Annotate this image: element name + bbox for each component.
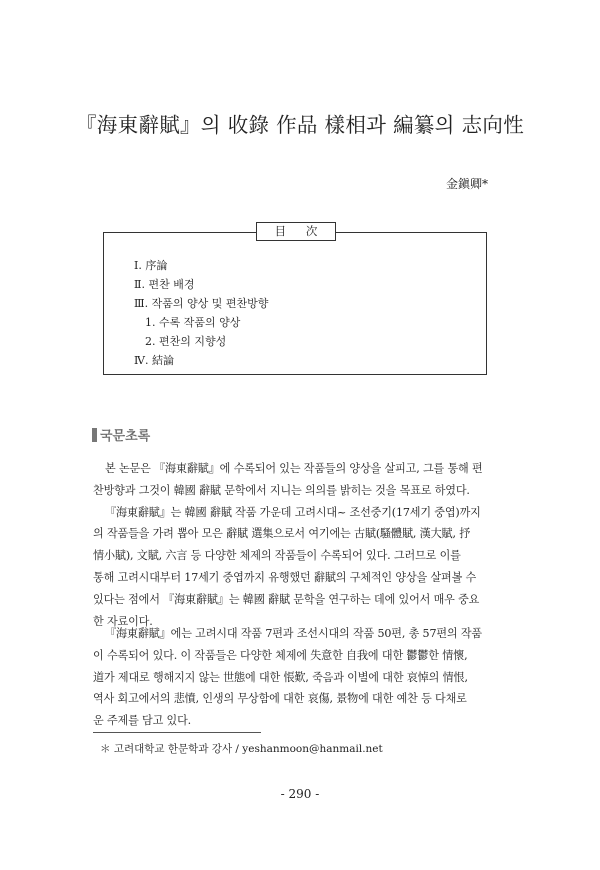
toc-subitem: 2. 편찬의 지향성 — [145, 335, 227, 348]
page-number: - 290 - — [280, 787, 320, 801]
abstract-heading — [92, 428, 150, 444]
toc-list — [104, 256, 268, 370]
abstract-paragraph — [93, 458, 508, 632]
text-line: 이 수록되어 있다. 이 작품들은 다양한 체제에 失意한 自我에 대한 鬱鬱한 情懷, — [93, 648, 468, 662]
text-line: 찬방향과 그것이 韓國 辭賦 문학에서 지니는 의의를 밝히는 것을 목표로 하였다. — [93, 483, 470, 497]
text-line: 통해 고려시대부터 17세기 중엽까지 유행했던 辭賦의 구체적인 양상을 살펴볼 수 — [93, 570, 477, 584]
toc-item: Ⅰ. 序論 — [134, 259, 168, 272]
text-line: 본 논문은 『海東辭賦』에 수록되어 있는 작품들의 양상을 살피고, 그를 통해 편 — [105, 462, 483, 475]
toc-heading: 目 次 — [256, 222, 336, 241]
text-line: 있다는 점에서 『海東辭賦』는 韓國 辭賦 문학을 연구하는 데에 있어서 매우 중요 — [93, 592, 480, 606]
text-line: 의 작품들을 가려 뽑아 모은 辭賦 選集으로서 여기에는 古賦(騷體賦, 漢大賦, 抒 — [93, 527, 471, 541]
toc-subitem: 1. 수록 작품의 양상 — [145, 316, 241, 329]
text-line: 『海東辭賦』에는 고려시대 작품 7편과 조선시대의 작품 50편, 총 57편의 작품 — [105, 627, 483, 640]
abstract-heading-label: 국문초록 — [100, 429, 151, 444]
text-line: 『海東辭賦』는 韓國 辭賦 작품 가운데 고려시대~ 조선중기(17세기 중엽)까지 — [105, 505, 481, 519]
table-of-contents — [103, 224, 487, 375]
author-name: 金鎭卿* — [445, 177, 488, 191]
toc-item: Ⅱ. 편찬 배경 — [134, 278, 195, 291]
toc-item: Ⅳ. 結論 — [134, 354, 174, 367]
footnote-divider — [93, 732, 261, 733]
text-line: 한 자료이다. — [93, 614, 153, 628]
text-line: 道가 제대로 행해지지 않는 世態에 대한 悵歎, 죽음과 이별에 대한 哀悼의 情恨, — [93, 670, 468, 684]
heading-bar-icon — [92, 428, 97, 442]
text-line: 운 주제를 담고 있다. — [93, 714, 192, 728]
text-line: 情小賦), 文賦, 六言 등 다양한 체제의 작품들이 수록되어 있다. 그러므로 이를 — [93, 549, 461, 563]
footnote: ＊ 고려대학교 한문학과 강사 / yeshanmoon@hanmail.net — [100, 743, 383, 755]
paper-title: 『海東辭賦』의 收錄 作品 樣相과 編纂의 志向性 — [76, 113, 524, 137]
text-line: 역사 회고에서의 悲憤, 인생의 무상함에 대한 哀傷, 景物에 대한 예찬 등 다채로 — [93, 692, 467, 706]
abstract-paragraph — [93, 623, 508, 732]
toc-item: Ⅲ. 작품의 양상 및 편찬방향 — [134, 297, 269, 310]
